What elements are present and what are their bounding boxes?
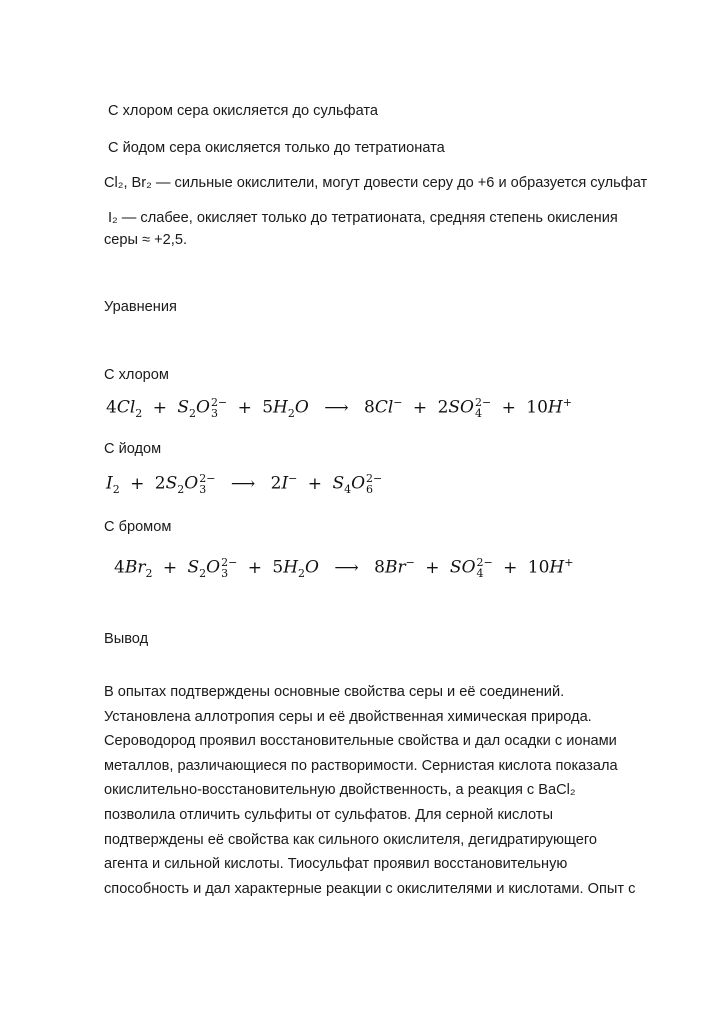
conclusion-line: агента и сильной кислоты. Тиосульфат проявил восстановительную: [104, 856, 568, 873]
oxidation-state-note: серы ≈ +2,5.: [104, 232, 188, 248]
iodine-label: С йодом: [104, 441, 162, 457]
chlorine-equation: $4Cl_2 + S_2O$ 2− 3 + $5H_2O$ ⟶ 8Cl− + 2SO 2− 4 + 10H+: [106, 395, 572, 420]
conclusion-line: подтверждены её свойства как сильного окислителя, дегидратирующего: [104, 831, 598, 848]
conclusion-line: В опытах подтверждены основные свойства серы и её соединений.: [104, 684, 565, 700]
bromine-label: С бромом: [104, 519, 172, 535]
conclusion-line: Установлена аллотропия серы и её двойственная химическая природа.: [104, 708, 592, 725]
strong-oxidizers-note: Cl₂, Br₂ — сильные окислители, могут довести серу до +6 и образуется сульфат: [104, 175, 648, 191]
conclusion-paragraph: [104, 680, 676, 901]
chlorine-sulfate-note: С хлором сера окисляется до сульфата: [108, 103, 378, 119]
iodine-weak-oxidizer-note: I₂ — слабее, окисляет только до тетратионата, средняя степень окисления: [108, 210, 618, 226]
conclusion-heading: Вывод: [104, 631, 149, 647]
conclusion-line: Сероводород проявил восстановительные свойства и дал осадки с ионами: [104, 733, 617, 750]
chlorine-label: С хлором: [104, 367, 169, 383]
bromine-equation: $4Br_2 + S_2O$ 2− 3 + $5H_2O$ ⟶ 8Br− + SO 2− 4 + 10H+: [114, 555, 574, 580]
iodine-tetrathionate-note: С йодом сера окисляется только до тетратионата: [108, 140, 445, 156]
conclusion-line: металлов, различающиеся по растворимости. Сернистая кислота показала: [104, 757, 618, 774]
conclusion-line: позволила отличить сульфиты от сульфатов. Для серной кислоты: [104, 806, 553, 823]
equations-heading: Уравнения: [104, 299, 177, 315]
iodine-equation: $I_2 + 2S_2O$ 2− 3 ⟶ $2I^- + S_4O$ 2− 6: [106, 471, 383, 496]
conclusion-line: способность и дал характерные реакции с окислителями и кислотами. Опыт с: [104, 880, 636, 897]
conclusion-line: окислительно-восстановительную двойственность, а реакция с BaCl₂: [104, 782, 576, 799]
